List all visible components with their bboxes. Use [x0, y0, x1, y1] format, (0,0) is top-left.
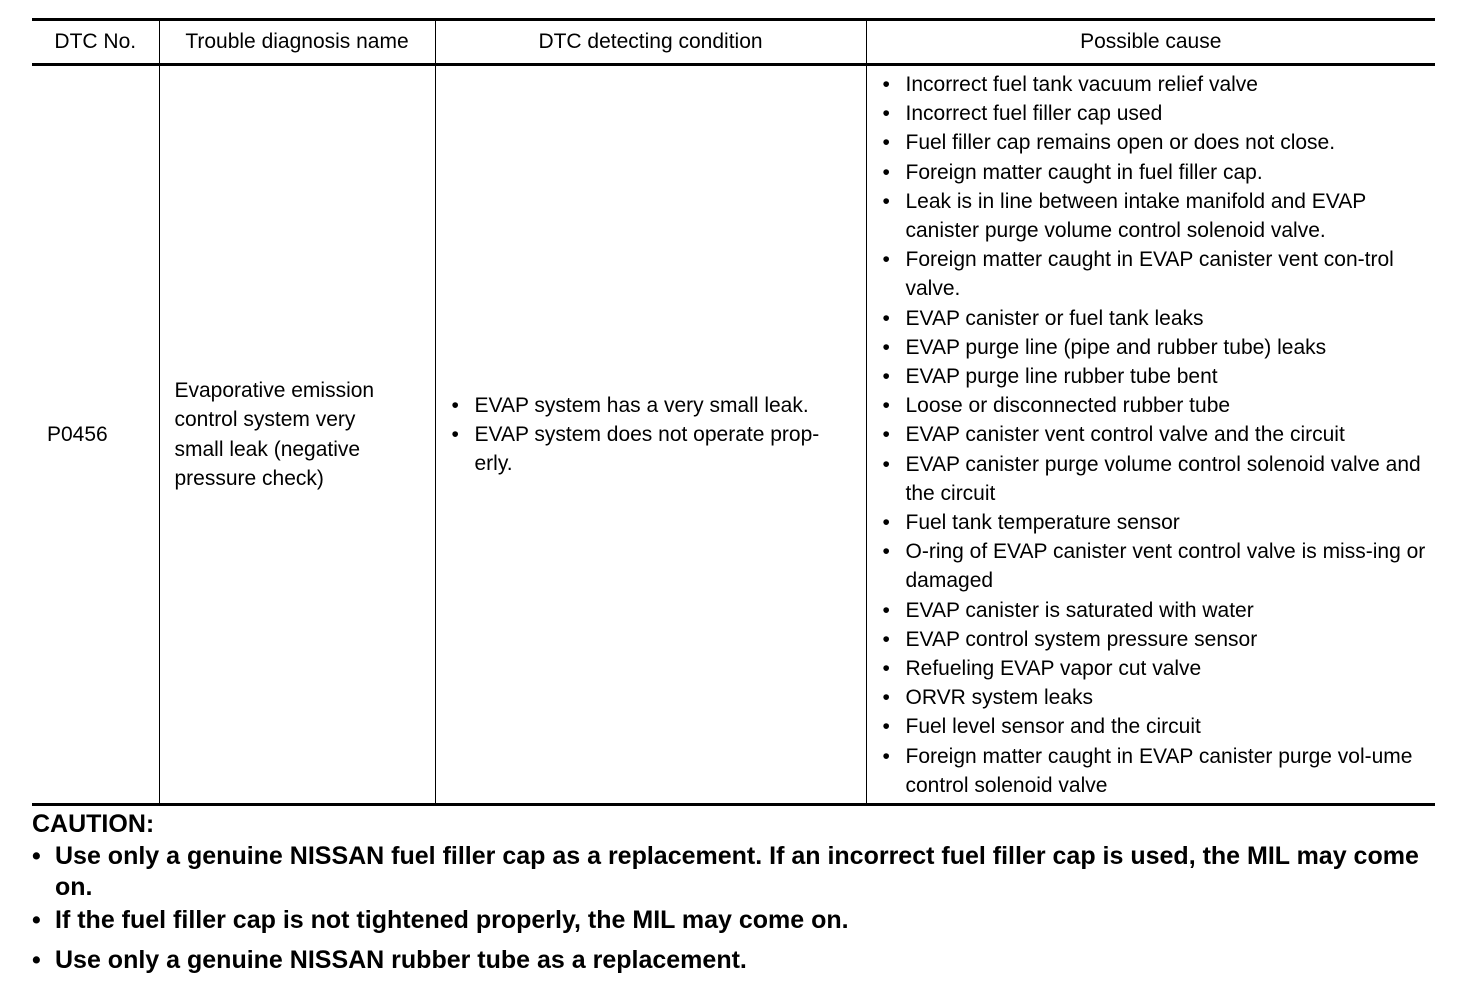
caution-section [32, 807, 1452, 976]
caution-item: • Use only a genuine NISSAN rubber tube as a replacement. [32, 945, 1452, 976]
cause-item: • EVAP purge line (pipe and rubber tube) leaks [881, 333, 1428, 362]
caution-item: • Use only a genuine NISSAN fuel filler cap as a replacement. If an incorrect fuel filler cap is used, the MIL may come on. [32, 841, 1452, 903]
cause-item: • EVAP purge line rubber tube bent [881, 362, 1428, 391]
dtc-number-cell: P0456 [32, 65, 159, 805]
cause-item: • EVAP canister vent control valve and the circuit [881, 420, 1428, 449]
table-header-row [32, 20, 1435, 65]
cause-item: • EVAP control system pressure sensor [881, 625, 1428, 654]
trouble-diagnosis-name: Evaporative emission control system very small leak (negative pressure check) [174, 379, 375, 490]
dtc-detecting-condition-cell [435, 65, 866, 805]
cause-item: • EVAP canister or fuel tank leaks [881, 304, 1428, 333]
condition-list [450, 391, 860, 479]
table-row [32, 65, 1435, 805]
caution-title: CAUTION: [32, 810, 155, 838]
cause-item: • Fuel filler cap remains open or does not close. [881, 128, 1428, 157]
cause-item: • Leak is in line between intake manifold and EVAP canister purge volume control solenoid valve. [881, 187, 1428, 245]
condition-item: • EVAP system has a very small leak. [450, 391, 860, 420]
possible-cause-list [881, 70, 1428, 800]
caution-item: • If the fuel filler cap is not tightened properly, the MIL may come on. [32, 905, 1452, 936]
condition-item: • EVAP system does not operate prop-erly. [450, 420, 835, 478]
cause-item: • Incorrect fuel tank vacuum relief valve [881, 70, 1428, 99]
cause-item: • O-ring of EVAP canister vent control valve is miss-ing or damaged [881, 537, 1428, 595]
cause-item: • Loose or disconnected rubber tube [881, 391, 1428, 420]
cause-item: • Fuel tank temperature sensor [881, 508, 1428, 537]
cause-item: • ORVR system leaks [881, 683, 1428, 712]
cause-item: • Foreign matter caught in fuel filler cap. [881, 158, 1428, 187]
cause-item: • Incorrect fuel filler cap used [881, 99, 1428, 128]
cause-item: • EVAP canister purge volume control solenoid valve and the circuit [881, 450, 1428, 508]
cause-item: • Foreign matter caught in EVAP canister purge vol-ume control solenoid valve [881, 742, 1428, 800]
trouble-diagnosis-name-cell [159, 65, 435, 805]
dtc-table [32, 18, 1435, 806]
header-dtc-detecting-condition: DTC detecting condition [435, 20, 866, 65]
cause-item: • Fuel level sensor and the circuit [881, 712, 1428, 741]
header-trouble-diagnosis-name: Trouble diagnosis name [159, 20, 435, 65]
header-possible-cause: Possible cause [866, 20, 1435, 65]
header-dtc-no: DTC No. [32, 20, 159, 65]
caution-list [32, 841, 1452, 976]
cause-item: • Foreign matter caught in EVAP canister vent con-trol valve. [881, 245, 1428, 303]
possible-cause-cell [866, 65, 1435, 805]
cause-item: • EVAP canister is saturated with water [881, 596, 1428, 625]
cause-item: • Refueling EVAP vapor cut valve [881, 654, 1428, 683]
